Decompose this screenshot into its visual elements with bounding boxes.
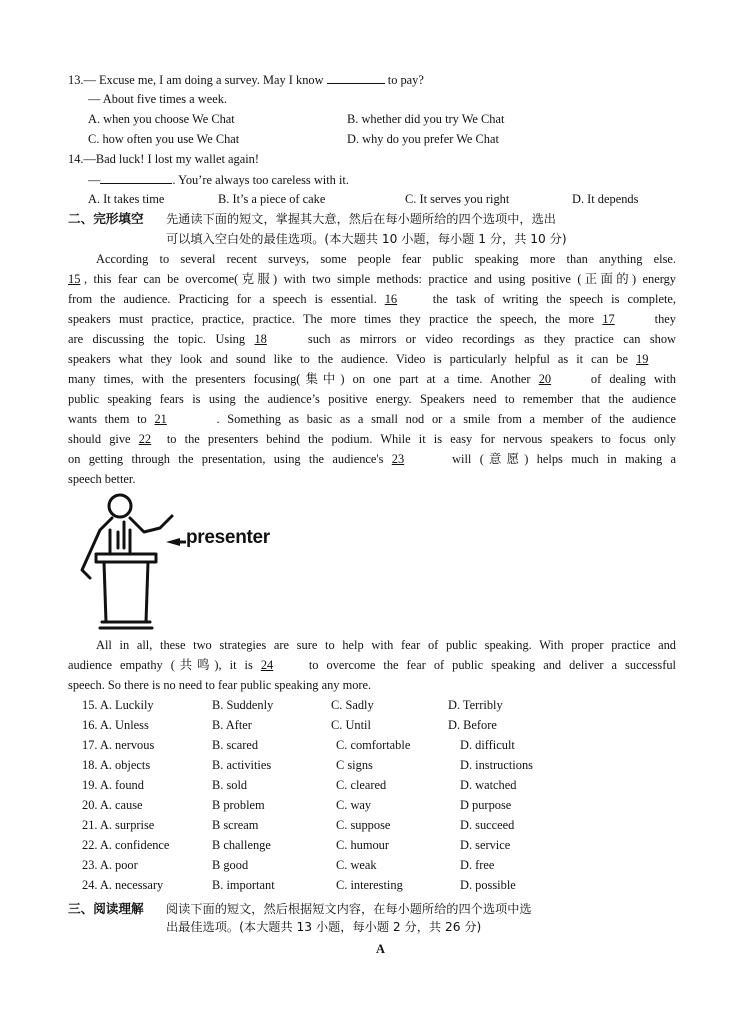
passage-text: the task of writing the speech is complete, xyxy=(424,292,676,306)
choice-option: D. succeed xyxy=(460,818,515,832)
passage-line xyxy=(96,250,676,268)
q13-blank xyxy=(327,70,385,84)
blank-number: 15 xyxy=(68,272,81,286)
choice-option: 22. A. confidence xyxy=(82,838,170,852)
q13-reply: — About five times a week. xyxy=(88,92,228,106)
passage-text: to the presenters behind the podium. While it is easy for nervous speakers to focus only xyxy=(158,432,676,446)
presenter-illustration xyxy=(72,490,292,634)
q13-stem xyxy=(68,70,424,89)
passage-text: speakers must practice, practice, practice. The more times they practice the speech, the more xyxy=(68,312,603,326)
choice-option: B. sold xyxy=(212,778,248,792)
passage-line xyxy=(68,430,676,448)
passage2-text: speech. So there is no need to fear public speaking any more. xyxy=(68,678,372,692)
passage-line xyxy=(68,370,676,388)
passage-text: public speaking fears is using the audience’s positive energy. Speakers need to remember that the audience xyxy=(68,392,676,406)
choice-option: D. watched xyxy=(460,778,517,792)
passage-text: are discussing the topic. Using xyxy=(68,332,255,346)
q13-option-c: C. how often you use We Chat xyxy=(88,132,240,146)
choice-option: C. cleared xyxy=(336,778,387,792)
choice-option: 21. A. surprise xyxy=(82,818,155,832)
choice-option: B challenge xyxy=(212,838,271,852)
choice-option: 23. A. poor xyxy=(82,858,138,872)
q14-option-a: A. It takes time xyxy=(88,192,165,206)
choice-option: B. Suddenly xyxy=(212,698,274,712)
section-a-letter: A xyxy=(376,942,385,956)
q14-blank xyxy=(100,170,172,184)
choice-option: B. After xyxy=(212,718,252,732)
passage-text: . Something as basic as a small nod or a smile from a member of the audience xyxy=(216,412,676,426)
passage2-line xyxy=(68,676,676,694)
choice-option: D purpose xyxy=(460,798,512,812)
section2-heading: 二、完形填空 xyxy=(68,211,144,226)
section3-heading: 三、阅读理解 xyxy=(68,901,144,916)
presenter-label: presenter xyxy=(186,527,270,548)
q13-option-a: A. when you choose We Chat xyxy=(88,112,235,126)
passage2-line xyxy=(96,636,676,654)
choice-option: C. suppose xyxy=(336,818,391,832)
passage-text: from the audience. Practicing for a speech is essential. xyxy=(68,292,385,306)
choice-option: B good xyxy=(212,858,249,872)
passage2-text: All in all, these two strategies are sure to help with fear of public speaking. With proper practice and xyxy=(96,638,676,652)
blank-number: 17 xyxy=(602,312,615,326)
section2-instruction-1: 先通读下面的短文，掌握其大意，然后在每小题所给的四个选项中，选出 xyxy=(166,212,556,226)
blank-number: 19 xyxy=(636,352,649,366)
choice-option: 20. A. cause xyxy=(82,798,143,812)
choice-option: 15. A. Luckily xyxy=(82,698,154,712)
choice-option: C. Until xyxy=(331,718,371,732)
passage2-text: to overcome the fear of public speaking and deliver a successful xyxy=(300,658,676,672)
choice-option: 24. A. necessary xyxy=(82,878,164,892)
q13-stem-part1: 13.— Excuse me, I am doing a survey. May I know xyxy=(68,73,327,87)
passage-text: , this fear can be overcome(克服) with two simple methods: practice and using positive (正面的) energy xyxy=(84,272,676,286)
q13-option-b: B. whether did you try We Chat xyxy=(347,112,505,126)
choice-option: D. difficult xyxy=(460,738,515,752)
passage-line xyxy=(68,410,676,428)
choice-option: C. Sadly xyxy=(331,698,374,712)
choice-option: B. activities xyxy=(212,758,272,772)
q14-reply-text: . You’re always too careless with it. xyxy=(172,173,349,187)
q13-stem-part2: to pay? xyxy=(384,73,424,87)
choice-option: D. possible xyxy=(460,878,516,892)
q14-reply-dash: — xyxy=(88,173,101,187)
q14-option-b: B. It’s a piece of cake xyxy=(218,192,326,206)
passage2-text: audience empathy (共鸣), it is xyxy=(68,658,261,672)
choice-option: 19. A. found xyxy=(82,778,144,792)
passage-line xyxy=(68,270,676,288)
section3-instruction-1: 阅读下面的短文，然后根据短文内容，在每小题所给的四个选项中选 xyxy=(166,902,532,916)
choice-option: B. important xyxy=(212,878,275,892)
choice-option: C signs xyxy=(336,758,373,772)
section2-instruction-2: 可以填入空白处的最佳选项。(本大题共 10 小题，每小题 1 分，共 10 分) xyxy=(166,232,567,246)
choice-option: C. interesting xyxy=(336,878,403,892)
q14-reply xyxy=(88,170,349,189)
blank-number: 21 xyxy=(154,412,167,426)
passage-text: they xyxy=(646,312,676,326)
choice-option: B scream xyxy=(212,818,259,832)
blank-number: 24 xyxy=(260,658,274,672)
passage-text: According to several recent surveys, some people fear public speaking more than anything else. xyxy=(96,252,676,266)
blank-number: 22 xyxy=(138,432,152,446)
passage-text: will (意愿) helps much in making a xyxy=(443,452,676,466)
passage-text: on getting through the presentation, using the audience's xyxy=(68,452,392,466)
passage-text: of dealing with xyxy=(582,372,676,386)
passage-text: speech better. xyxy=(68,472,136,486)
choice-option: C. comfortable xyxy=(336,738,411,752)
choice-option: 17. A. nervous xyxy=(82,738,155,752)
q14-option-c: C. It serves you right xyxy=(405,192,510,206)
section3-instruction-2: 出最佳选项。(本大题共 13 小题，每小题 2 分，共 26 分) xyxy=(166,920,482,934)
passage-line xyxy=(68,290,676,308)
passage-text: speakers what they look and sound like to the audience. Video is particularly helpful as it can be xyxy=(68,352,636,366)
passage-line xyxy=(68,330,676,348)
choice-option: 16. A. Unless xyxy=(82,718,149,732)
choice-option: B problem xyxy=(212,798,265,812)
passage-text: should give xyxy=(68,432,139,446)
q14-option-d: D. It depends xyxy=(572,192,639,206)
blank-number: 18 xyxy=(254,332,267,346)
q14-stem: 14.—Bad luck! I lost my wallet again! xyxy=(68,152,259,166)
choice-option: B. scared xyxy=(212,738,259,752)
passage-text: many times, with the presenters focusing(集中) on one part at a time. Another xyxy=(68,372,539,386)
choice-option: D. free xyxy=(460,858,495,872)
choice-option: D. service xyxy=(460,838,511,852)
passage-line xyxy=(68,390,676,408)
choice-option: D. instructions xyxy=(460,758,533,772)
passage-line xyxy=(68,450,676,468)
choice-option: D. Terribly xyxy=(448,698,503,712)
choice-option: C. weak xyxy=(336,858,377,872)
q13-option-d: D. why do you prefer We Chat xyxy=(347,132,499,146)
passage-line xyxy=(68,310,676,328)
passage2-line xyxy=(68,656,676,674)
choice-option: C. humour xyxy=(336,838,390,852)
choice-option: C. way xyxy=(336,798,372,812)
passage-line xyxy=(68,350,676,368)
choice-option: 18. A. objects xyxy=(82,758,151,772)
blank-number: 20 xyxy=(538,372,552,386)
passage-text: such as mirrors or video recordings as they practice can show xyxy=(298,332,676,346)
blank-number: 23 xyxy=(391,452,405,466)
choice-option: D. Before xyxy=(448,718,497,732)
passage-text: wants them to xyxy=(68,412,155,426)
passage-line xyxy=(68,470,676,488)
blank-number: 16 xyxy=(384,292,398,306)
